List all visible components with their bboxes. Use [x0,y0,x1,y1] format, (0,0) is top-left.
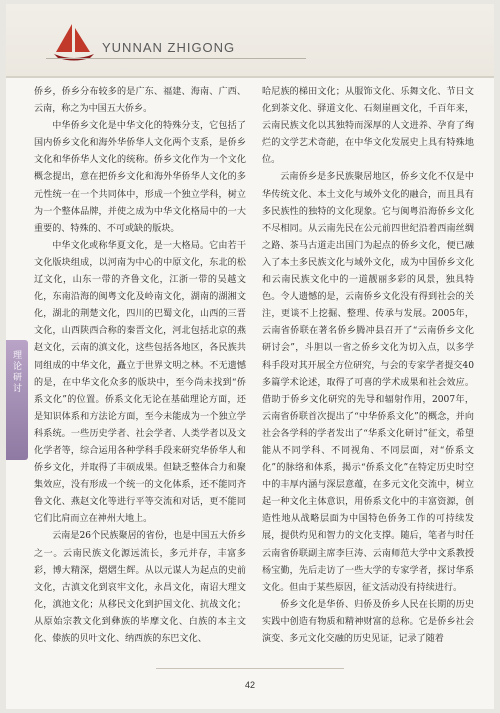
paragraph: 侨乡，侨乡分布较多的是广东、福建、海南、广西、云南，称之为中国五大侨乡。 [34,87,246,115]
left-text-column [34,84,246,648]
paragraph: 中华文化或称华夏文化，是一大格局。它由若干文化版块组成，以河南为中心的中原文化，东北的松辽文化，山东一带的齐鲁文化，江浙一带的吴越文化，东南沿海的闽粤文化及岭南文化，湖南的湖湘文化，湖北的荆楚文化，四川的巴蜀文化，山西的三晋文化，山西陕西合称的秦晋文化，河北包括北京的燕赵文化，云南的滇文化，这些包括各地区，各民族共同组成的中华文化，矗立于世界文明之林。不无遗憾的是，在中华文化众多的版块中，至今尚未找到“侨系文化”的位置。侨系文化无论在基础理论方面，还是知识体系和方法论方面，至今未能成为一个独立学科系统。一些历史学者、社会学者、人类学者以及文化学者等，综合运用各种学科手段来研究华侨华人和侨乡文化，并取得了丰硕成果。但缺乏整体合力和聚集效应，没有形成一个统一的文化体系，还不能同齐鲁文化、燕赵文化等进行平等交流和对话，更不能同它们比肩而立在神州大地上。 [34,240,246,525]
section-side-tab [6,340,28,460]
section-side-tab-label: 理论研讨 [11,350,21,394]
paragraph: 中华侨乡文化是中华文化的特殊分支，它包括了国内侨乡文化和海外华侨华人文化两个支系，是侨乡文化和华侨华人文化的统称。侨乡文化作为一个文化概念提出，意在把侨乡文化和海外华侨华人文化的多元性统一在一个共同体中，形成一个独立学科，树立为一个整体品牌，并使之成为中华文化格局中的一大重要的、特殊的、不可或缺的版块。 [34,121,246,234]
footer-rule [156,668,344,669]
page-header [6,4,494,78]
paragraph: 云南侨乡是多民族聚居地区，侨乡文化不仅是中华传统文化、本土文化与域外文化的融合，而且具有多民族性的独特的文化现象。它与闽粤沿海侨乡文化不尽相同。从云南先民在公元前四世纪沿着西南丝绸之路、茶马古道走出国门为起点的侨乡文化，便已融入了本土多民族文化与域外文化，成为中国侨乡文化和云南民族文化中的一道靓丽多彩的风景，独具特色。令人遗憾的是，云南侨乡文化没有得到社会的关注，更谈不上挖掘、整理、传承与发展。2005年，云南省侨联在著名侨乡腾冲县召开了“云南侨乡文化研讨会”，斗胆以一省之侨乡文化为切入点，以多学科手段对其开展全方位研究，与会的专家学者提交40多篇学术论述，取得了可喜的学术成果和社会效应。借助于侨乡文化研究的先导和辐射作用，2007年，云南省侨联首次提出了“中华侨系文化”的概念，并向社会各学科的学者发出了“华系文化研讨”征文，希望能从不同学科、不同视角、不同层面，对“侨系文化”的脉络和体系，揭示“侨系文化”在特定历史时空中的丰厚内涵与深层意蕴，在多元文化交流中，树立起一种文化主体意识，用侨系文化中的丰富资源，创造性地从战略层面为中国特色侨务工作的可持续发展，提供灼见和智力的文化支撑。随后，笔者与时任云南省侨联副主席李巨涛、云南师范大学中文系教授杨宝勤，先后走访了一些大学的专家学者，探讨华系文化。但由于某些原因，征文活动没有持续进行。 [262,172,474,593]
magazine-title: YUNNAN ZHIGONG [102,40,236,55]
paragraph: 哈尼族的梯田文化；从服饰文化、乐舞文化、节日文化到茶文化、驿道文化、石刻崖画文化，千百年来，云南民族文化以其独特而深厚的人文进养、孕育了绚烂的文学艺术奇葩，在中华文化发展史上具有特殊地位。 [262,87,474,166]
magazine-page [6,4,494,709]
sailboat-logo-icon [50,22,98,62]
page-number: 42 [244,680,255,690]
paragraph: 侨乡文化是华侨、归侨及侨乡人民在长期的历史实践中创造有物质和精神财富的总称。它是侨乡社会演变、多元文化交融的历史见证，记录了随着 [262,599,474,644]
right-text-column [262,84,474,648]
paragraph: 云南是26个民族聚居的省份，也是中国五大侨乡之一。云南民族文化源远流长，多元并存，丰富多彩，博大精深，熠熠生辉。从以元谋人为起点的史前文化，古滇文化到哀牢文化，永昌文化，南诏大理文化，滇池文化；从移民文化到护国文化、抗战文化；从原始宗教文化到彝族的毕摩文化、白族的本主文化、傣族的贝叶文化、纳西族的东巴文化、 [34,531,246,644]
header-rule [46,58,306,59]
